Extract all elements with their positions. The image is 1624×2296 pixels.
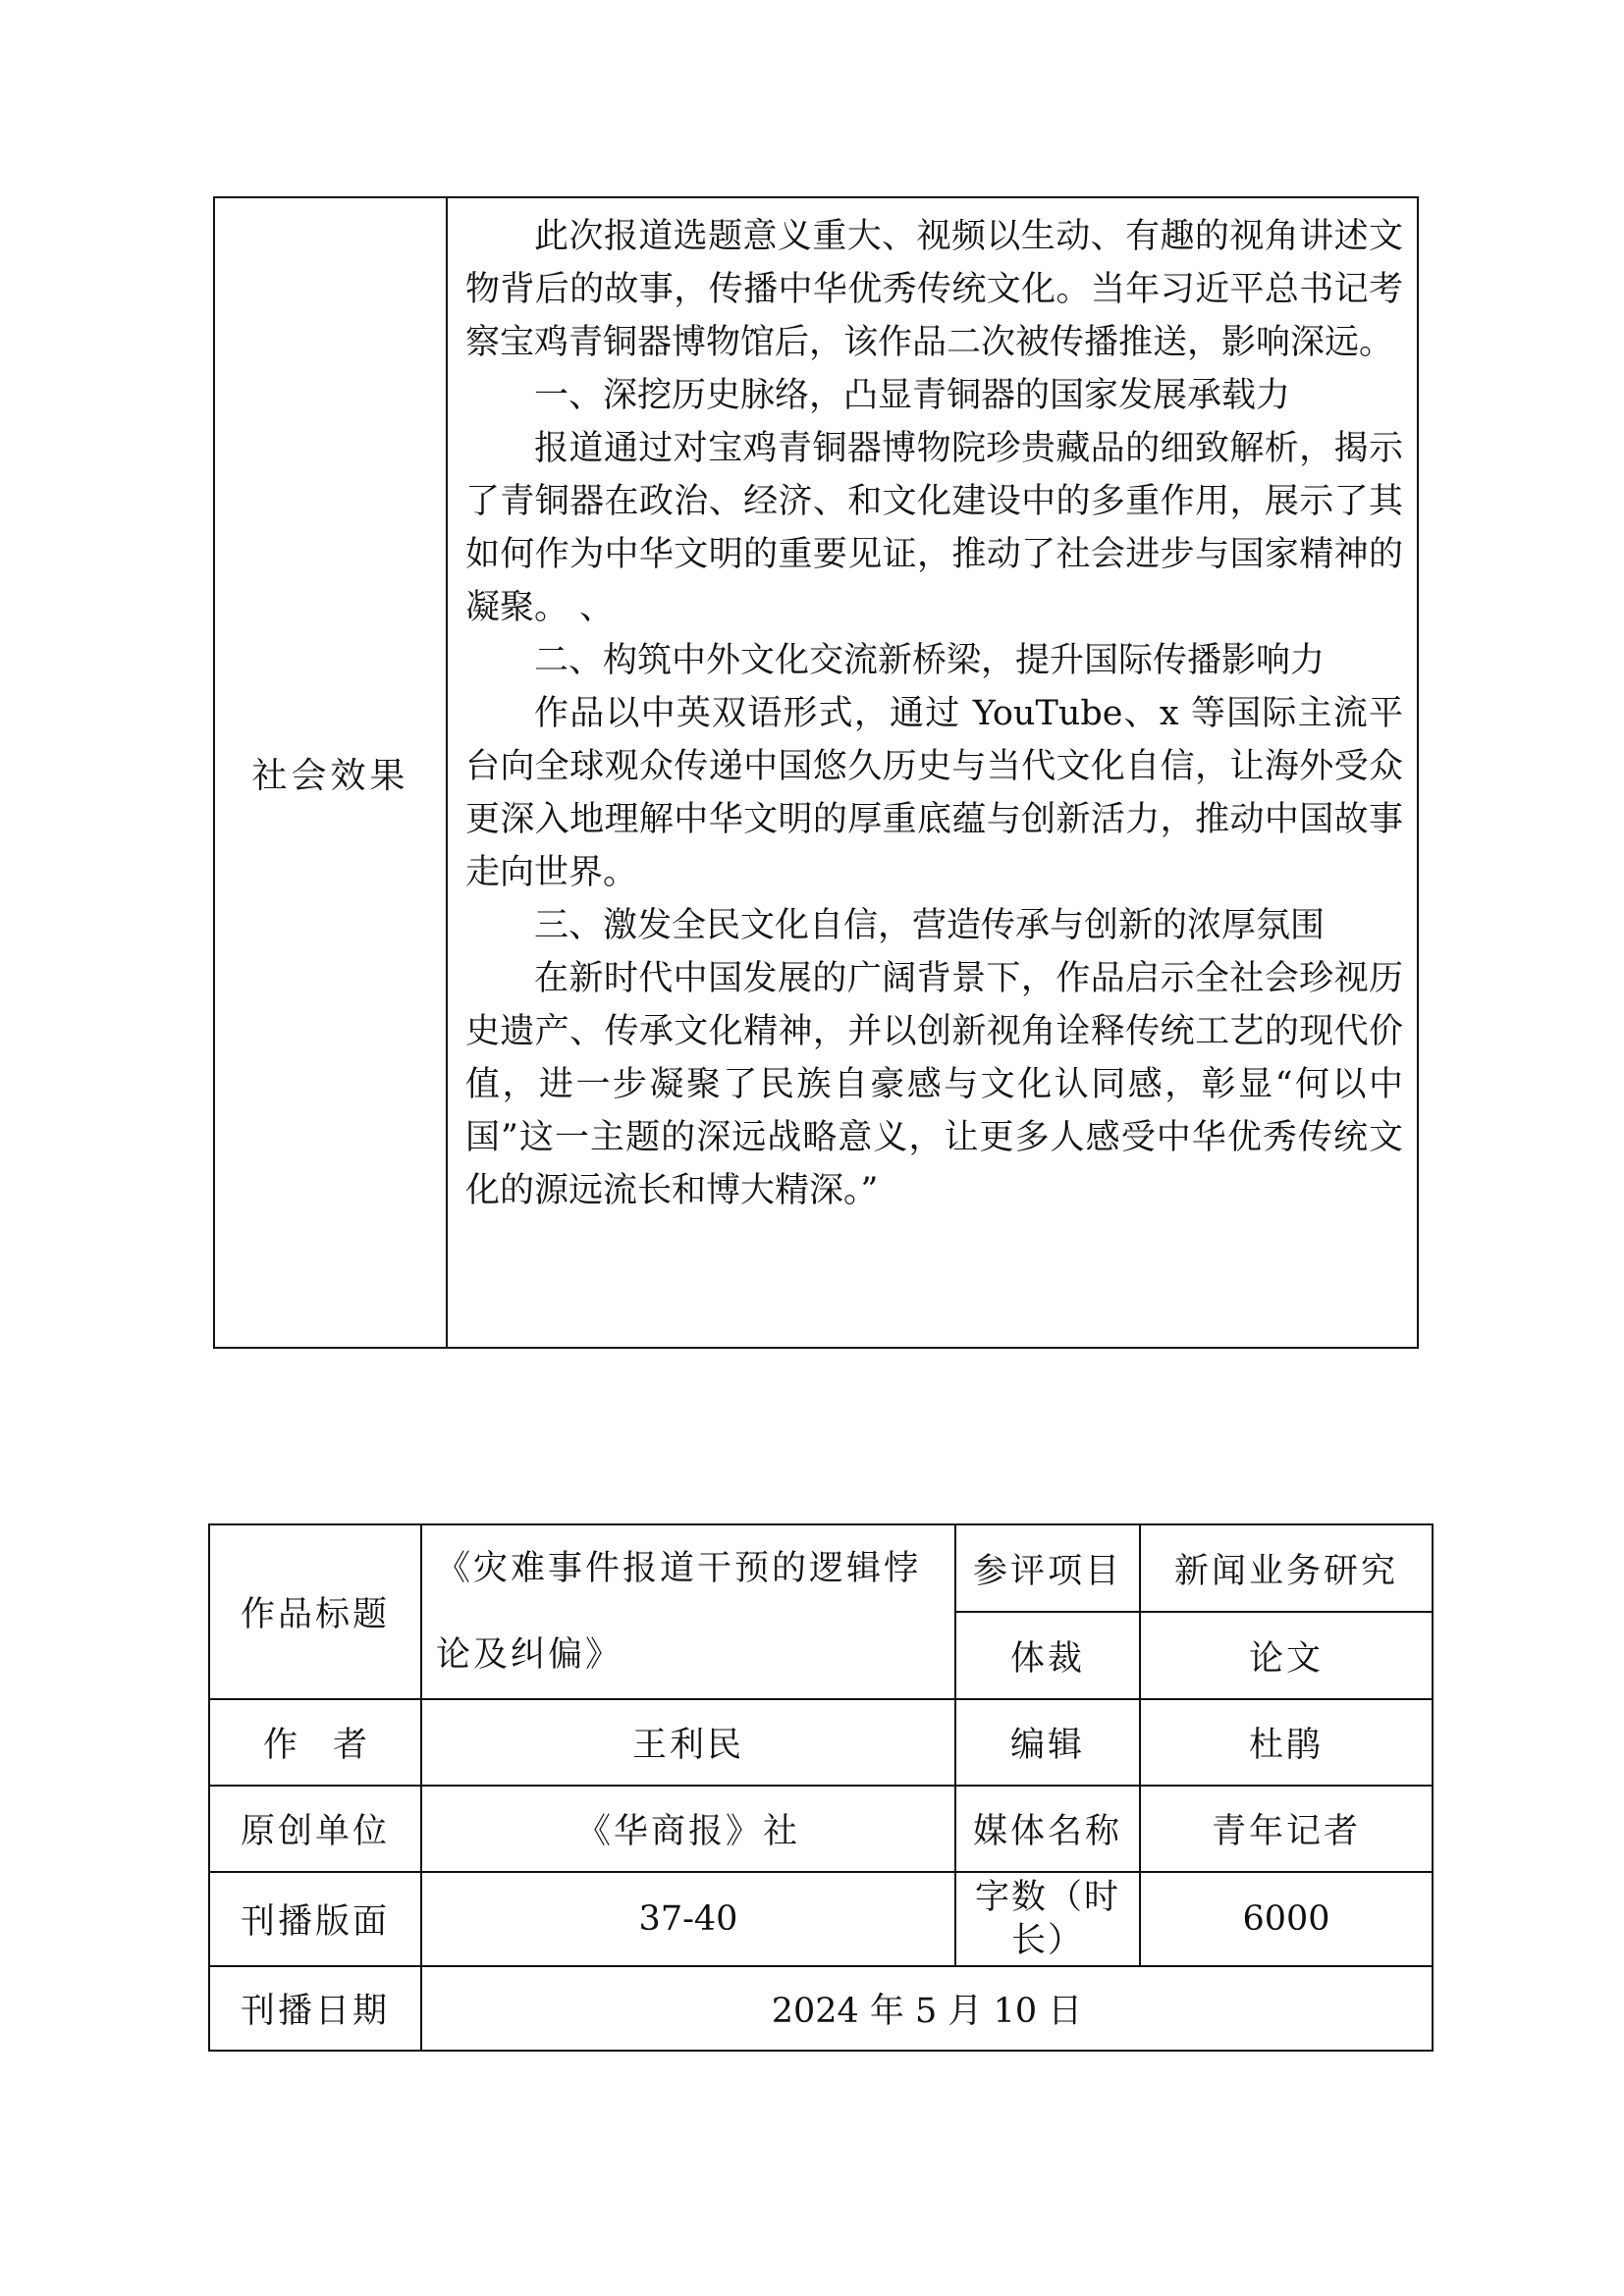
author-value: 王利民	[421, 1699, 955, 1786]
author-label-char-1: 作	[262, 1726, 298, 1765]
author-label-char-2: 者	[333, 1726, 368, 1765]
social-effect-paragraph: 报道通过对宝鸡青铜器博物院珍贵藏品的细致解析，揭示了青铜器在政治、经济、和文化建设中的多重作用，展示了其如何作为中华文明的重要见证，推动了社会进步与国家精神的凝聚。 、	[465, 429, 1403, 627]
social-effect-heading-2: 二、构筑中外文化交流新桥梁，提升国际传播影响力	[534, 641, 1326, 680]
title-value: 《灾难事件报道干预的逻辑悖论及纠偏》	[421, 1524, 955, 1699]
wordcount-label: 字数（时长）	[955, 1872, 1140, 1966]
social-effect-table	[213, 196, 1419, 1349]
social-effect-content	[448, 198, 1417, 1347]
page-label: 刊播版面	[209, 1872, 421, 1966]
editor-label: 编辑	[955, 1699, 1140, 1786]
genre-value: 论文	[1140, 1612, 1433, 1699]
social-effect-heading-3: 三、激发全民文化自信，营造传承与创新的浓厚氛围	[534, 906, 1326, 945]
social-effect-paragraph: 作品以中英双语形式，通过 YouTube、x 等国际主流平台向全球观众传递中国悠久历史与当代文化自信，让海外受众更深入地理解中华文明的厚重底蕴与创新活力，推动中国故事走向世界。	[465, 694, 1403, 892]
unit-label: 原创单位	[209, 1786, 421, 1872]
category-label: 参评项目	[955, 1524, 1140, 1612]
media-value: 青年记者	[1140, 1786, 1433, 1872]
title-label: 作品标题	[209, 1524, 421, 1699]
media-label: 媒体名称	[955, 1786, 1140, 1872]
author-label	[209, 1699, 421, 1786]
page-value: 37-40	[421, 1872, 955, 1966]
unit-value: 《华商报》社	[421, 1786, 955, 1872]
social-effect-label: 社会效果	[215, 198, 448, 1347]
wordcount-value: 6000	[1140, 1872, 1433, 1966]
date-label: 刊播日期	[209, 1966, 421, 2051]
editor-value: 杜鹃	[1140, 1699, 1433, 1786]
genre-label: 体裁	[955, 1612, 1140, 1699]
work-info-table	[208, 1523, 1434, 2052]
date-value: 2024 年 5 月 10 日	[421, 1966, 1433, 2051]
social-effect-paragraph: 此次报道选题意义重大、视频以生动、有趣的视角讲述文物背后的故事，传播中华优秀传统文化。当年习近平总书记考察宝鸡青铜器博物馆后，该作品二次被传播推送，影响深远。	[465, 217, 1403, 362]
social-effect-paragraph: 在新时代中国发展的广阔背景下，作品启示全社会珍视历史遗产、传承文化精神，并以创新视角诠释传统工艺的现代价值，进一步凝聚了民族自豪感与文化认同感，彰显“何以中国”这一主题的深远战略意义，让更多人感受中华优秀传统文化的源远流长和博大精深。”	[465, 959, 1403, 1210]
category-value: 新闻业务研究	[1140, 1524, 1433, 1612]
social-effect-heading-1: 一、深挖历史脉络，凸显青铜器的国家发展承载力	[534, 376, 1291, 415]
